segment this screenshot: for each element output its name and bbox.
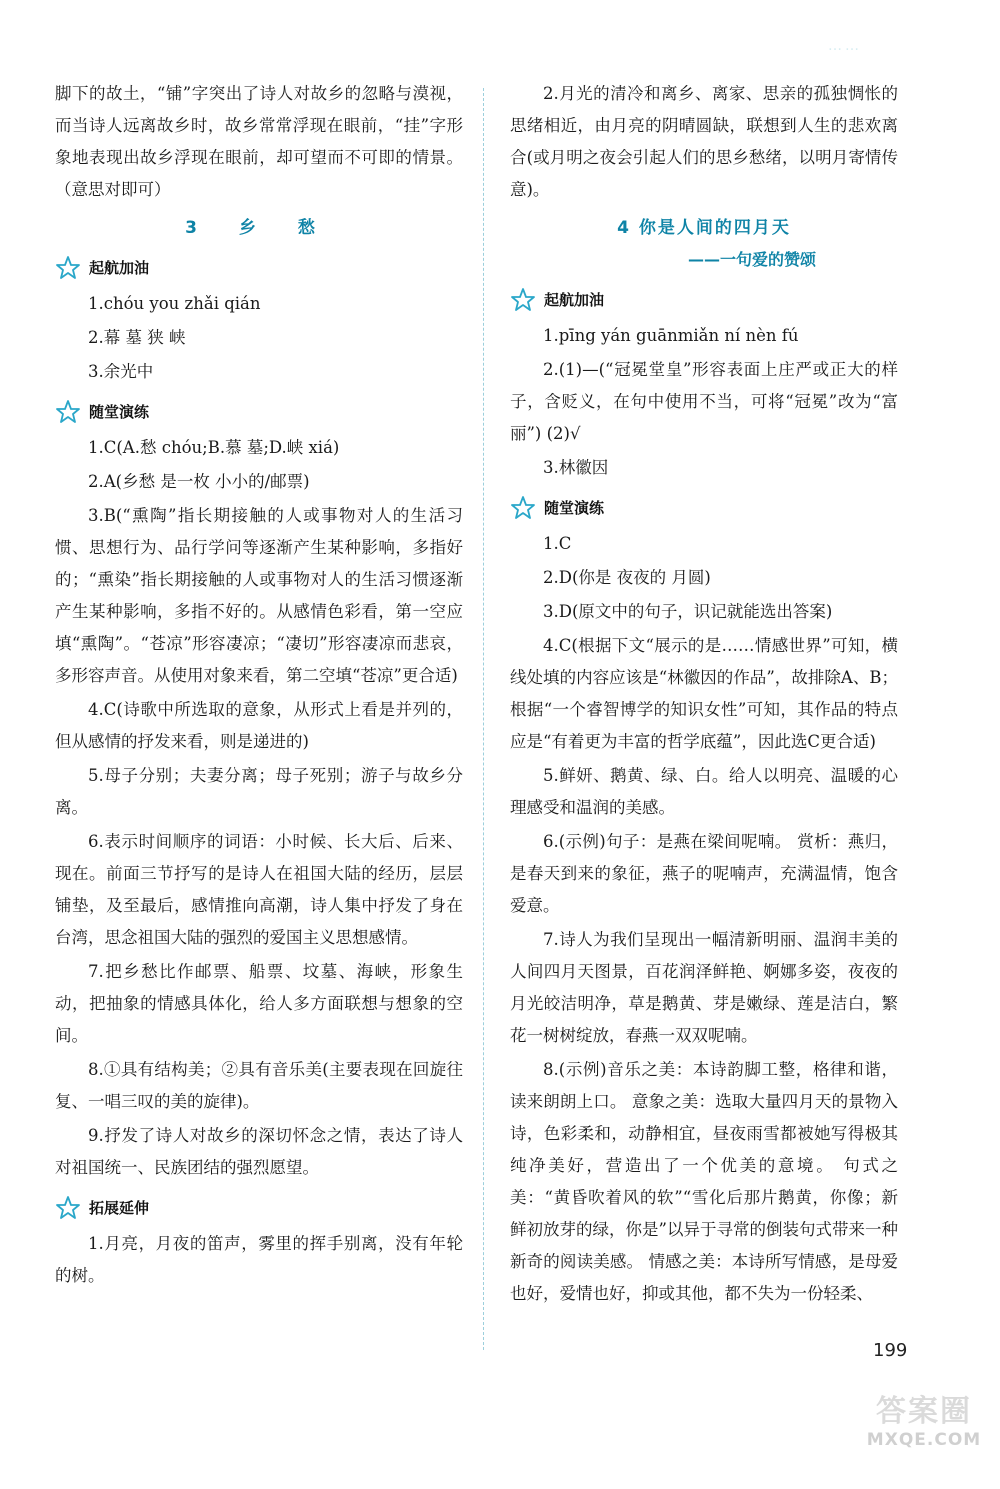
answer-item: 8.(示例)音乐之美：本诗韵脚工整，格律和谐，读来朗朗上口。 意象之美：选取大量四月天的景物入诗，色彩柔和，动静相宜，昼夜雨雪都被她写得极其纯净美好，营造出了一个优美的意境。 句式之美：“黄昏吹着风的软”“雪化后那片鹅黄，你像；新鲜初放芽的绿，你是”以异于寻常的倒装句式带来一种新奇的阅读美感。 情感之美：本诗所写情感，是母爱也好，爱情也好，抑或其他，都不失为一份轻柔、 [510,1060,898,1303]
column-divider [483,88,484,1350]
answer-item: 3.B(“熏陶”指长期接触的人或事物对人的生活习惯、思想行为、品行学问等逐渐产生某种影响，多指好的；“熏染”指长期接触的人或事物对人的生活习惯逐渐产生某种影响，多指不好的。从感情色彩看，第一空应填“熏陶”。“苍凉”形容凄凉；“凄切”形容凄凉而悲哀，多形容声音。从使用对象来看，第二空填“苍凉”更合适) [55,506,463,685]
answer-item: 5.鲜妍、鹅黄、绿、白。给人以明亮、温暖的心理感受和温润的美感。 [510,766,898,817]
heading-label: 起航加油 [89,259,150,277]
answer-item: 2.(1)—(“冠冕堂皇”形容表面上庄严或正大的样子，含贬义，在句中使用不当，可将“冠冕”改为“富丽”) (2)√ [510,360,898,443]
answer-item: 2.D(你是 夜夜的 月圆) [543,568,711,587]
left-intro-paragraph: 脚下的故土，“铺”字突出了诗人对故乡的忽略与漠视，而当诗人远离故乡时，故乡常常浮现在眼前，“挂”字形象地表现出故乡浮现在眼前，却可望而不可即的情景。（意思对即可） [55,84,463,199]
heading-label: 拓展延伸 [89,1199,150,1217]
heading-label: 随堂演练 [544,499,605,517]
right-heading-suitang [510,492,898,524]
watermark-title: 答案圈 [876,1394,972,1429]
answer-item: 4.C(诗歌中所选取的意象，从形式上看是并列的，但从感情的抒发来看，则是递进的) [55,700,463,751]
left-heading-suitang [55,396,463,428]
answer-item: 4.C(根据下文“展示的是……情感世界”可知，横线处填的内容应该是“林徽因的作品”，故排除A、B；根据“一个睿智博学的知识女性”可知，其作品的特点应是“有着更为丰富的哲学底蕴”，因此选C更合适) [510,636,898,751]
answer-item: 9.抒发了诗人对故乡的深切怀念之情，表达了诗人对祖国统一、民族团结的强烈愿望。 [55,1126,463,1177]
answer-item: 8.①具有结构美；②具有音乐美(主要表现在回旋往复、一唱三叹的美的旋律)。 [55,1060,463,1111]
page-number: 199 [873,1340,908,1361]
answer-item: 6.表示时间顺序的词语：小时候、长大后、后来、现在。前面三节抒写的是诗人在祖国大陆的经历，层层铺垫，及至最后，感情推向高潮，诗人集中抒发了身在台湾，思念祖国大陆的强烈的爱国主义思想感情。 [55,832,463,947]
watermark-url: MXQE.COM [866,1430,982,1450]
answer-item: 1.chóu you zhǎi qián [88,294,261,313]
right-column [510,78,898,1312]
answer-item: 6.(示例)句子：是燕在梁间呢喃。 赏析：燕归，是春天到来的象征，燕子的呢喃声，充满温情，饱含爱意。 [510,832,898,915]
left-heading-tuozhan [55,1192,463,1224]
answer-item: 3.余光中 [88,362,154,381]
heading-label: 起航加油 [544,291,605,309]
heading-label: 随堂演练 [89,403,150,421]
lesson-3-title: 3 乡 愁 [185,218,333,238]
star-icon [55,399,81,425]
lesson-4-title: 4 你是人间的四月天 [617,218,791,238]
answer-item: 1.C(A.愁 chóu;B.慕 墓;D.峡 xiá) [88,438,340,457]
right-heading-qihang [510,284,898,316]
left-column [55,78,463,1294]
answer-item: 1.pīng yán guānmiǎn ní nèn fú [543,326,799,345]
answer-item: 1.C [543,534,572,553]
answer-item: 2.幕 墓 狭 峡 [88,328,186,347]
answer-item: 7.诗人为我们呈现出一幅清新明丽、温润丰美的人间四月天图景，百花润泽鲜艳、婀娜多姿，夜夜的月光皎洁明净，草是鹅黄、芽是嫩绿、莲是洁白，繁花一树树绽放，春燕一双双呢喃。 [510,930,898,1045]
left-heading-qihang [55,252,463,284]
header-decoration: …… [828,38,862,54]
answer-item: 3.D(原文中的句子，识记就能选出答案) [543,602,833,621]
star-icon [510,495,536,521]
answer-item: 3.林徽因 [543,458,609,477]
star-icon [510,287,536,313]
answer-item: 1.月亮，月夜的笛声，雾里的挥手别离，没有年轮的树。 [55,1234,463,1285]
right-intro-paragraph: 2.月光的清冷和离乡、离家、思亲的孤独惆怅的思绪相近，由月亮的阴晴圆缺，联想到人生的悲欢离合(或月明之夜会引起人们的思乡愁绪，以明月寄情传意)。 [510,84,898,199]
answer-item: 5.母子分别；夫妻分离；母子死别；游子与故乡分离。 [55,766,463,817]
star-icon [55,1195,81,1221]
lesson-4-subtitle: ——一句爱的赞颂 [687,250,816,269]
answer-item: 2.A(乡愁 是一枚 小小的/邮票) [88,472,310,491]
watermark-logo [862,1386,986,1450]
answer-item: 7.把乡愁比作邮票、船票、坟墓、海峡，形象生动，把抽象的情感具体化，给人多方面联想与想象的空间。 [55,962,463,1045]
star-icon [55,255,81,281]
